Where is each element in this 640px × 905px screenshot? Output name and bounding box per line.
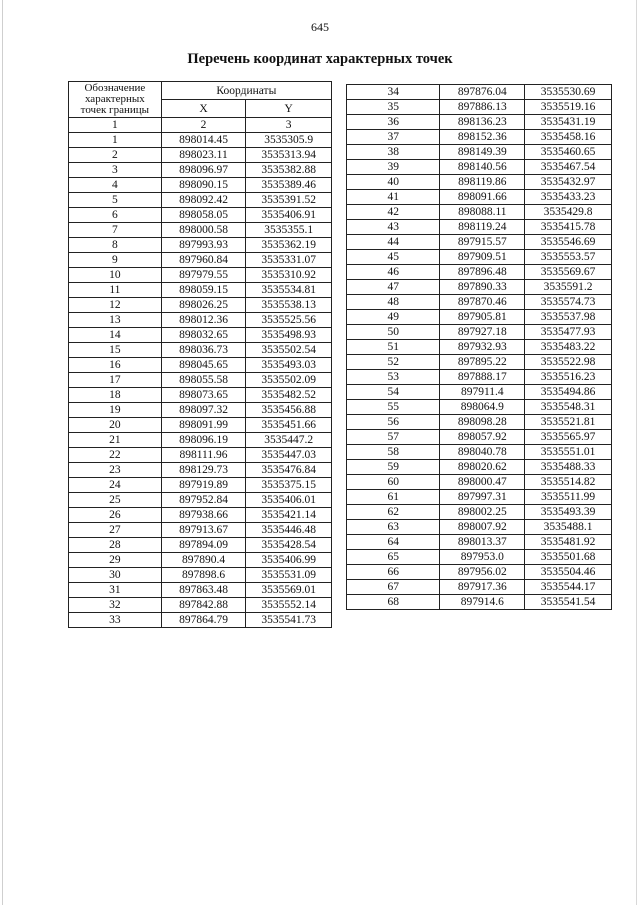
x-coordinate-cell: 898152.36 xyxy=(440,130,525,145)
y-coordinate-cell: 3535406.91 xyxy=(246,208,332,223)
point-number-cell: 25 xyxy=(69,493,162,508)
table-row xyxy=(69,553,332,568)
x-coordinate-cell: 897960.84 xyxy=(161,253,246,268)
x-coordinate-cell: 897919.89 xyxy=(161,478,246,493)
table-row xyxy=(69,403,332,418)
y-coordinate-cell: 3535482.52 xyxy=(246,388,332,403)
table-row xyxy=(347,340,612,355)
x-coordinate-cell: 898098.28 xyxy=(440,415,525,430)
x-coordinate-cell: 898091.99 xyxy=(161,418,246,433)
point-number-cell: 12 xyxy=(69,298,162,313)
point-number-cell: 51 xyxy=(347,340,440,355)
y-coordinate-cell: 3535389.46 xyxy=(246,178,332,193)
x-coordinate-cell: 898000.58 xyxy=(161,223,246,238)
table-row xyxy=(347,445,612,460)
y-coordinate-cell: 3535553.57 xyxy=(525,250,612,265)
point-number-cell: 13 xyxy=(69,313,162,328)
y-coordinate-cell: 3535488.1 xyxy=(525,520,612,535)
y-coordinate-cell: 3535458.16 xyxy=(525,130,612,145)
table-row xyxy=(69,343,332,358)
point-number-cell: 56 xyxy=(347,415,440,430)
point-number-cell: 19 xyxy=(69,403,162,418)
y-coordinate-cell: 3535569.01 xyxy=(246,583,332,598)
point-number-cell: 18 xyxy=(69,388,162,403)
table-row xyxy=(69,598,332,613)
table-row xyxy=(347,415,612,430)
y-coordinate-cell: 3535406.01 xyxy=(246,493,332,508)
table-row xyxy=(347,220,612,235)
x-coordinate-cell: 897863.48 xyxy=(161,583,246,598)
x-coordinate-cell: 897917.36 xyxy=(440,580,525,595)
y-coordinate-cell: 3535382.88 xyxy=(246,163,332,178)
x-coordinate-cell: 897927.18 xyxy=(440,325,525,340)
y-coordinate-cell: 3535432.97 xyxy=(525,175,612,190)
y-coordinate-cell: 3535514.82 xyxy=(525,475,612,490)
y-coordinate-cell: 3535502.54 xyxy=(246,343,332,358)
table-row xyxy=(69,448,332,463)
x-coordinate-cell: 898136.23 xyxy=(440,115,525,130)
table-row xyxy=(347,250,612,265)
x-coordinate-cell: 898040.78 xyxy=(440,445,525,460)
y-coordinate-cell: 3535522.98 xyxy=(525,355,612,370)
point-number-cell: 44 xyxy=(347,235,440,250)
table-row xyxy=(69,193,332,208)
y-coordinate-cell: 3535501.68 xyxy=(525,550,612,565)
table-row xyxy=(69,463,332,478)
x-coordinate-cell: 898119.86 xyxy=(440,175,525,190)
y-coordinate-cell: 3535551.01 xyxy=(525,445,612,460)
x-coordinate-cell: 898090.15 xyxy=(161,178,246,193)
y-coordinate-cell: 3535502.09 xyxy=(246,373,332,388)
point-number-cell: 46 xyxy=(347,265,440,280)
table-row xyxy=(347,520,612,535)
y-coordinate-cell: 3535504.46 xyxy=(525,565,612,580)
point-number-cell: 47 xyxy=(347,280,440,295)
y-coordinate-cell: 3535493.39 xyxy=(525,505,612,520)
y-coordinate-cell: 3535467.54 xyxy=(525,160,612,175)
y-coordinate-cell: 3535519.16 xyxy=(525,100,612,115)
x-coordinate-cell: 898129.73 xyxy=(161,463,246,478)
y-coordinate-cell: 3535552.14 xyxy=(246,598,332,613)
scan-edge-left xyxy=(2,0,3,905)
y-coordinate-cell: 3535574.73 xyxy=(525,295,612,310)
x-coordinate-cell: 898097.32 xyxy=(161,403,246,418)
table-row xyxy=(347,565,612,580)
x-coordinate-cell: 898036.73 xyxy=(161,343,246,358)
point-number-cell: 35 xyxy=(347,100,440,115)
table-row xyxy=(69,373,332,388)
table-row xyxy=(347,400,612,415)
table-row xyxy=(347,550,612,565)
point-number-cell: 32 xyxy=(69,598,162,613)
y-coordinate-cell: 3535447.2 xyxy=(246,433,332,448)
table-row xyxy=(347,235,612,250)
point-number-cell: 6 xyxy=(69,208,162,223)
y-coordinate-cell: 3535565.97 xyxy=(525,430,612,445)
table-row xyxy=(69,298,332,313)
y-coordinate-cell: 3535477.93 xyxy=(525,325,612,340)
y-coordinate-cell: 3535421.14 xyxy=(246,508,332,523)
y-coordinate-cell: 3535313.94 xyxy=(246,148,332,163)
y-coordinate-cell: 3535537.98 xyxy=(525,310,612,325)
table-row xyxy=(347,535,612,550)
table-body-right xyxy=(347,85,612,610)
page-number: 645 xyxy=(311,20,329,34)
point-number-cell: 26 xyxy=(69,508,162,523)
y-coordinate-cell: 3535569.67 xyxy=(525,265,612,280)
table-row xyxy=(69,148,332,163)
table-row xyxy=(347,430,612,445)
table-row xyxy=(69,223,332,238)
table-row xyxy=(69,268,332,283)
table-header-row xyxy=(69,82,332,100)
table-row xyxy=(347,295,612,310)
x-coordinate-cell: 897932.93 xyxy=(440,340,525,355)
table-row xyxy=(69,238,332,253)
x-coordinate-cell: 897905.81 xyxy=(440,310,525,325)
header-x: X xyxy=(161,100,246,118)
point-number-cell: 53 xyxy=(347,370,440,385)
point-number-cell: 43 xyxy=(347,220,440,235)
table-row xyxy=(347,205,612,220)
y-coordinate-cell: 3535406.99 xyxy=(246,553,332,568)
x-coordinate-cell: 897911.4 xyxy=(440,385,525,400)
table-row xyxy=(347,190,612,205)
table-row xyxy=(347,130,612,145)
point-number-cell: 28 xyxy=(69,538,162,553)
header-coordinates: Координаты xyxy=(161,82,331,100)
y-coordinate-cell: 3535541.54 xyxy=(525,595,612,610)
y-coordinate-cell: 3535538.13 xyxy=(246,298,332,313)
table-row xyxy=(347,160,612,175)
table-row xyxy=(69,253,332,268)
point-number-cell: 15 xyxy=(69,343,162,358)
header-designation: Обозначение характерных точек границы xyxy=(69,82,162,118)
y-coordinate-cell: 3535548.31 xyxy=(525,400,612,415)
y-coordinate-cell: 3535375.15 xyxy=(246,478,332,493)
y-coordinate-cell: 3535541.73 xyxy=(246,613,332,628)
point-number-cell: 7 xyxy=(69,223,162,238)
y-coordinate-cell: 3535521.81 xyxy=(525,415,612,430)
table-row xyxy=(69,418,332,433)
table-row xyxy=(69,358,332,373)
y-coordinate-cell: 3535511.99 xyxy=(525,490,612,505)
point-number-cell: 10 xyxy=(69,268,162,283)
y-coordinate-cell: 3535531.09 xyxy=(246,568,332,583)
point-number-cell: 24 xyxy=(69,478,162,493)
point-number-cell: 33 xyxy=(69,613,162,628)
point-number-cell: 66 xyxy=(347,565,440,580)
column-number: 3 xyxy=(246,118,332,133)
point-number-cell: 55 xyxy=(347,400,440,415)
x-coordinate-cell: 897898.6 xyxy=(161,568,246,583)
y-coordinate-cell: 3535429.8 xyxy=(525,205,612,220)
x-coordinate-cell: 898073.65 xyxy=(161,388,246,403)
y-coordinate-cell: 3535534.81 xyxy=(246,283,332,298)
x-coordinate-cell: 897876.04 xyxy=(440,85,525,100)
point-number-cell: 37 xyxy=(347,130,440,145)
y-coordinate-cell: 3535433.23 xyxy=(525,190,612,205)
y-coordinate-cell: 3535498.93 xyxy=(246,328,332,343)
y-coordinate-cell: 3535331.07 xyxy=(246,253,332,268)
x-coordinate-cell: 898088.11 xyxy=(440,205,525,220)
y-coordinate-cell: 3535451.66 xyxy=(246,418,332,433)
table-row xyxy=(69,478,332,493)
x-coordinate-cell: 897909.51 xyxy=(440,250,525,265)
x-coordinate-cell: 898096.97 xyxy=(161,163,246,178)
y-coordinate-cell: 3535391.52 xyxy=(246,193,332,208)
table-row xyxy=(69,493,332,508)
point-number-cell: 14 xyxy=(69,328,162,343)
point-number-cell: 62 xyxy=(347,505,440,520)
point-number-cell: 3 xyxy=(69,163,162,178)
x-coordinate-cell: 897938.66 xyxy=(161,508,246,523)
column-number: 2 xyxy=(161,118,246,133)
point-number-cell: 38 xyxy=(347,145,440,160)
table-row xyxy=(347,280,612,295)
table-body-left xyxy=(69,133,332,628)
table-row xyxy=(69,208,332,223)
x-coordinate-cell: 897870.46 xyxy=(440,295,525,310)
y-coordinate-cell: 3535305.9 xyxy=(246,133,332,148)
table-row xyxy=(69,133,332,148)
x-coordinate-cell: 897890.4 xyxy=(161,553,246,568)
table-row xyxy=(69,178,332,193)
point-number-cell: 8 xyxy=(69,238,162,253)
point-number-cell: 20 xyxy=(69,418,162,433)
table-row xyxy=(69,313,332,328)
table-row xyxy=(69,163,332,178)
y-coordinate-cell: 3535516.23 xyxy=(525,370,612,385)
table-row xyxy=(69,328,332,343)
point-number-cell: 17 xyxy=(69,373,162,388)
point-number-cell: 36 xyxy=(347,115,440,130)
table-row xyxy=(69,433,332,448)
table-row xyxy=(347,115,612,130)
x-coordinate-cell: 897842.88 xyxy=(161,598,246,613)
point-number-cell: 68 xyxy=(347,595,440,610)
table-row xyxy=(69,583,332,598)
x-coordinate-cell: 898020.62 xyxy=(440,460,525,475)
x-coordinate-cell: 898014.45 xyxy=(161,133,246,148)
y-coordinate-cell: 3535460.65 xyxy=(525,145,612,160)
point-number-cell: 52 xyxy=(347,355,440,370)
y-coordinate-cell: 3535493.03 xyxy=(246,358,332,373)
table-row xyxy=(347,595,612,610)
point-number-cell: 34 xyxy=(347,85,440,100)
x-coordinate-cell: 897896.48 xyxy=(440,265,525,280)
point-number-cell: 42 xyxy=(347,205,440,220)
table-row xyxy=(347,265,612,280)
point-number-cell: 41 xyxy=(347,190,440,205)
table-row xyxy=(347,475,612,490)
x-coordinate-cell: 897952.84 xyxy=(161,493,246,508)
y-coordinate-cell: 3535525.56 xyxy=(246,313,332,328)
point-number-cell: 31 xyxy=(69,583,162,598)
table-row xyxy=(69,568,332,583)
x-coordinate-cell: 897888.17 xyxy=(440,370,525,385)
x-coordinate-cell: 897864.79 xyxy=(161,613,246,628)
y-coordinate-cell: 3535456.88 xyxy=(246,403,332,418)
x-coordinate-cell: 898045.65 xyxy=(161,358,246,373)
point-number-cell: 21 xyxy=(69,433,162,448)
point-number-cell: 45 xyxy=(347,250,440,265)
x-coordinate-cell: 897895.22 xyxy=(440,355,525,370)
point-number-cell: 49 xyxy=(347,310,440,325)
point-number-cell: 9 xyxy=(69,253,162,268)
x-coordinate-cell: 898007.92 xyxy=(440,520,525,535)
x-coordinate-cell: 898000.47 xyxy=(440,475,525,490)
y-coordinate-cell: 3535355.1 xyxy=(246,223,332,238)
page-title: Перечень координат характерных точек xyxy=(187,51,453,67)
table-row xyxy=(69,508,332,523)
y-coordinate-cell: 3535362.19 xyxy=(246,238,332,253)
x-coordinate-cell: 897915.57 xyxy=(440,235,525,250)
x-coordinate-cell: 898059.15 xyxy=(161,283,246,298)
x-coordinate-cell: 898057.92 xyxy=(440,430,525,445)
x-coordinate-cell: 898002.25 xyxy=(440,505,525,520)
y-coordinate-cell: 3535415.78 xyxy=(525,220,612,235)
table-row xyxy=(69,388,332,403)
scan-edge-right xyxy=(636,0,637,905)
table-row xyxy=(347,175,612,190)
table-row xyxy=(69,538,332,553)
table-row xyxy=(347,145,612,160)
table-row xyxy=(69,613,332,628)
x-coordinate-cell: 898055.58 xyxy=(161,373,246,388)
x-coordinate-cell: 898091.66 xyxy=(440,190,525,205)
x-coordinate-cell: 898023.11 xyxy=(161,148,246,163)
x-coordinate-cell: 898111.96 xyxy=(161,448,246,463)
point-number-cell: 5 xyxy=(69,193,162,208)
x-coordinate-cell: 897953.0 xyxy=(440,550,525,565)
table-row xyxy=(347,385,612,400)
y-coordinate-cell: 3535494.86 xyxy=(525,385,612,400)
x-coordinate-cell: 897914.6 xyxy=(440,595,525,610)
x-coordinate-cell: 898140.56 xyxy=(440,160,525,175)
column-number: 1 xyxy=(69,118,162,133)
x-coordinate-cell: 898013.37 xyxy=(440,535,525,550)
y-coordinate-cell: 3535476.84 xyxy=(246,463,332,478)
table-row xyxy=(69,283,332,298)
point-number-cell: 39 xyxy=(347,160,440,175)
point-number-cell: 57 xyxy=(347,430,440,445)
point-number-cell: 58 xyxy=(347,445,440,460)
point-number-cell: 23 xyxy=(69,463,162,478)
x-coordinate-cell: 897956.02 xyxy=(440,565,525,580)
x-coordinate-cell: 898092.42 xyxy=(161,193,246,208)
x-coordinate-cell: 897979.55 xyxy=(161,268,246,283)
x-coordinate-cell: 897890.33 xyxy=(440,280,525,295)
x-coordinate-cell: 898119.24 xyxy=(440,220,525,235)
y-coordinate-cell: 3535591.2 xyxy=(525,280,612,295)
column-number-row xyxy=(69,118,332,133)
x-coordinate-cell: 898096.19 xyxy=(161,433,246,448)
point-number-cell: 50 xyxy=(347,325,440,340)
table-row xyxy=(347,505,612,520)
y-coordinate-cell: 3535483.22 xyxy=(525,340,612,355)
y-coordinate-cell: 3535546.69 xyxy=(525,235,612,250)
point-number-cell: 4 xyxy=(69,178,162,193)
y-coordinate-cell: 3535310.92 xyxy=(246,268,332,283)
y-coordinate-cell: 3535544.17 xyxy=(525,580,612,595)
table-row xyxy=(347,325,612,340)
table-row xyxy=(347,580,612,595)
y-coordinate-cell: 3535488.33 xyxy=(525,460,612,475)
x-coordinate-cell: 897886.13 xyxy=(440,100,525,115)
y-coordinate-cell: 3535428.54 xyxy=(246,538,332,553)
y-coordinate-cell: 3535446.48 xyxy=(246,523,332,538)
point-number-cell: 11 xyxy=(69,283,162,298)
x-coordinate-cell: 897997.31 xyxy=(440,490,525,505)
point-number-cell: 40 xyxy=(347,175,440,190)
y-coordinate-cell: 3535447.03 xyxy=(246,448,332,463)
table-row xyxy=(69,523,332,538)
x-coordinate-cell: 898058.05 xyxy=(161,208,246,223)
x-coordinate-cell: 898149.39 xyxy=(440,145,525,160)
point-number-cell: 30 xyxy=(69,568,162,583)
point-number-cell: 60 xyxy=(347,475,440,490)
x-coordinate-cell: 897993.93 xyxy=(161,238,246,253)
point-number-cell: 59 xyxy=(347,460,440,475)
x-coordinate-cell: 897913.67 xyxy=(161,523,246,538)
table-row xyxy=(347,355,612,370)
table-row xyxy=(347,370,612,385)
point-number-cell: 1 xyxy=(69,133,162,148)
point-number-cell: 65 xyxy=(347,550,440,565)
x-coordinate-cell: 898026.25 xyxy=(161,298,246,313)
point-number-cell: 64 xyxy=(347,535,440,550)
point-number-cell: 2 xyxy=(69,148,162,163)
coordinates-table-left xyxy=(68,81,332,628)
point-number-cell: 16 xyxy=(69,358,162,373)
x-coordinate-cell: 898012.36 xyxy=(161,313,246,328)
y-coordinate-cell: 3535481.92 xyxy=(525,535,612,550)
point-number-cell: 22 xyxy=(69,448,162,463)
point-number-cell: 27 xyxy=(69,523,162,538)
point-number-cell: 67 xyxy=(347,580,440,595)
x-coordinate-cell: 897894.09 xyxy=(161,538,246,553)
point-number-cell: 48 xyxy=(347,295,440,310)
coordinates-table-right xyxy=(346,84,612,610)
y-coordinate-cell: 3535530.69 xyxy=(525,85,612,100)
y-coordinate-cell: 3535431.19 xyxy=(525,115,612,130)
point-number-cell: 29 xyxy=(69,553,162,568)
x-coordinate-cell: 898032.65 xyxy=(161,328,246,343)
table-row xyxy=(347,100,612,115)
table-row xyxy=(347,490,612,505)
point-number-cell: 61 xyxy=(347,490,440,505)
point-number-cell: 63 xyxy=(347,520,440,535)
table-row xyxy=(347,310,612,325)
x-coordinate-cell: 898064.9 xyxy=(440,400,525,415)
table-row xyxy=(347,460,612,475)
table-row xyxy=(347,85,612,100)
header-y: Y xyxy=(246,100,332,118)
point-number-cell: 54 xyxy=(347,385,440,400)
